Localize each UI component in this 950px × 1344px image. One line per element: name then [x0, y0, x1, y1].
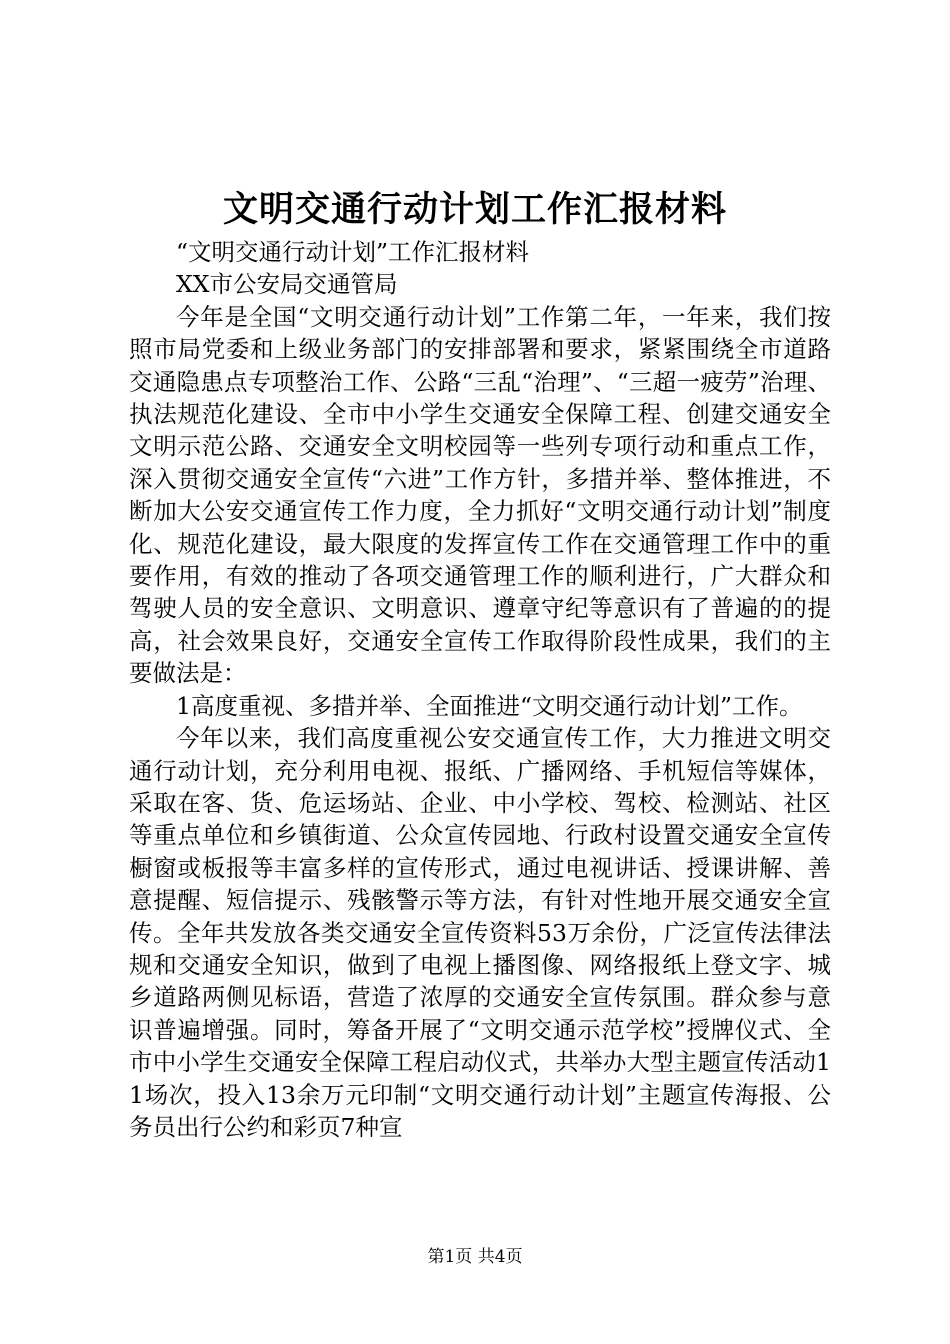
author-paragraph: XX市公安局交通管局: [176, 270, 398, 299]
section-heading: 1高度重视、多措并举、全面推进“文明交通行动计划”工作。: [176, 691, 803, 720]
subtitle-paragraph: “文明交通行动计划”工作汇报材料: [176, 238, 530, 266]
document-body: [129, 236, 831, 1143]
document-title: 文明交通行动计划工作汇报材料: [222, 189, 727, 230]
section-paragraph: 今年以来，我们高度重视公安交通宣传工作，大力推进文明交通行动计划，充分利用电视、报纸、广播网络、手机短信等媒体，采取在客、货、危运场站、企业、中小学校、驾校、检测站、社区等重点单位和乡镇街道、公众宣传园地、行政村设置交通安全宣传橱窗或板报等丰富多样的宣传形式，通过电视讲话、授课讲解、善意提醒、短信提示、残骸警示等方法，有针对性地开展交通安全宣传。全年共发放各类交通安全宣传资料53万余份，广泛宣传法律法规和交通安全知识，做到了电视上播图像、网络报纸上登文字、城乡道路两侧见标语，营造了浓厚的交通安全宣传氛围。群众参与意识普遍增强。同时，筹备开展了“文明交通示范学校”授牌仪式、全市中小学生交通安全保障工程启动仪式，共举办大型主题宣传活动11场次，投入13余万元印制“文明交通行动计划”主题宣传海报、公务员出行公约和彩页7种宣: [129, 724, 831, 1141]
page-footer: 第1页 共4页: [427, 1247, 523, 1267]
intro-paragraph: 今年是全国“文明交通行动计划”工作第二年，一年来，我们按照市局党委和上级业务部门的安排部署和要求，紧紧围绕全市道路交通隐患点专项整治工作、公路“三乱“治理”、“三超一疲劳”治理、执法规范化建设、全市中小学生交通安全保障工程、创建交通安全文明示范公路、交通安全文明校园等一些列专项行动和重点工作，深入贯彻交通安全宣传“六进”工作方针，多措并举、整体推进，不断加大公安交通宣传工作力度，全力抓好“文明交通行动计划”制度化、规范化建设，最大限度的发挥宣传工作在交通管理工作中的重要作用，有效的推动了各项交通管理工作的顺利进行，广大群众和驾驶人员的安全意识、文明意识、遵章守纪等意识有了普遍的的提高，社会效果良好，交通安全宣传工作取得阶段性成果，我们的主要做法是：: [129, 302, 831, 688]
